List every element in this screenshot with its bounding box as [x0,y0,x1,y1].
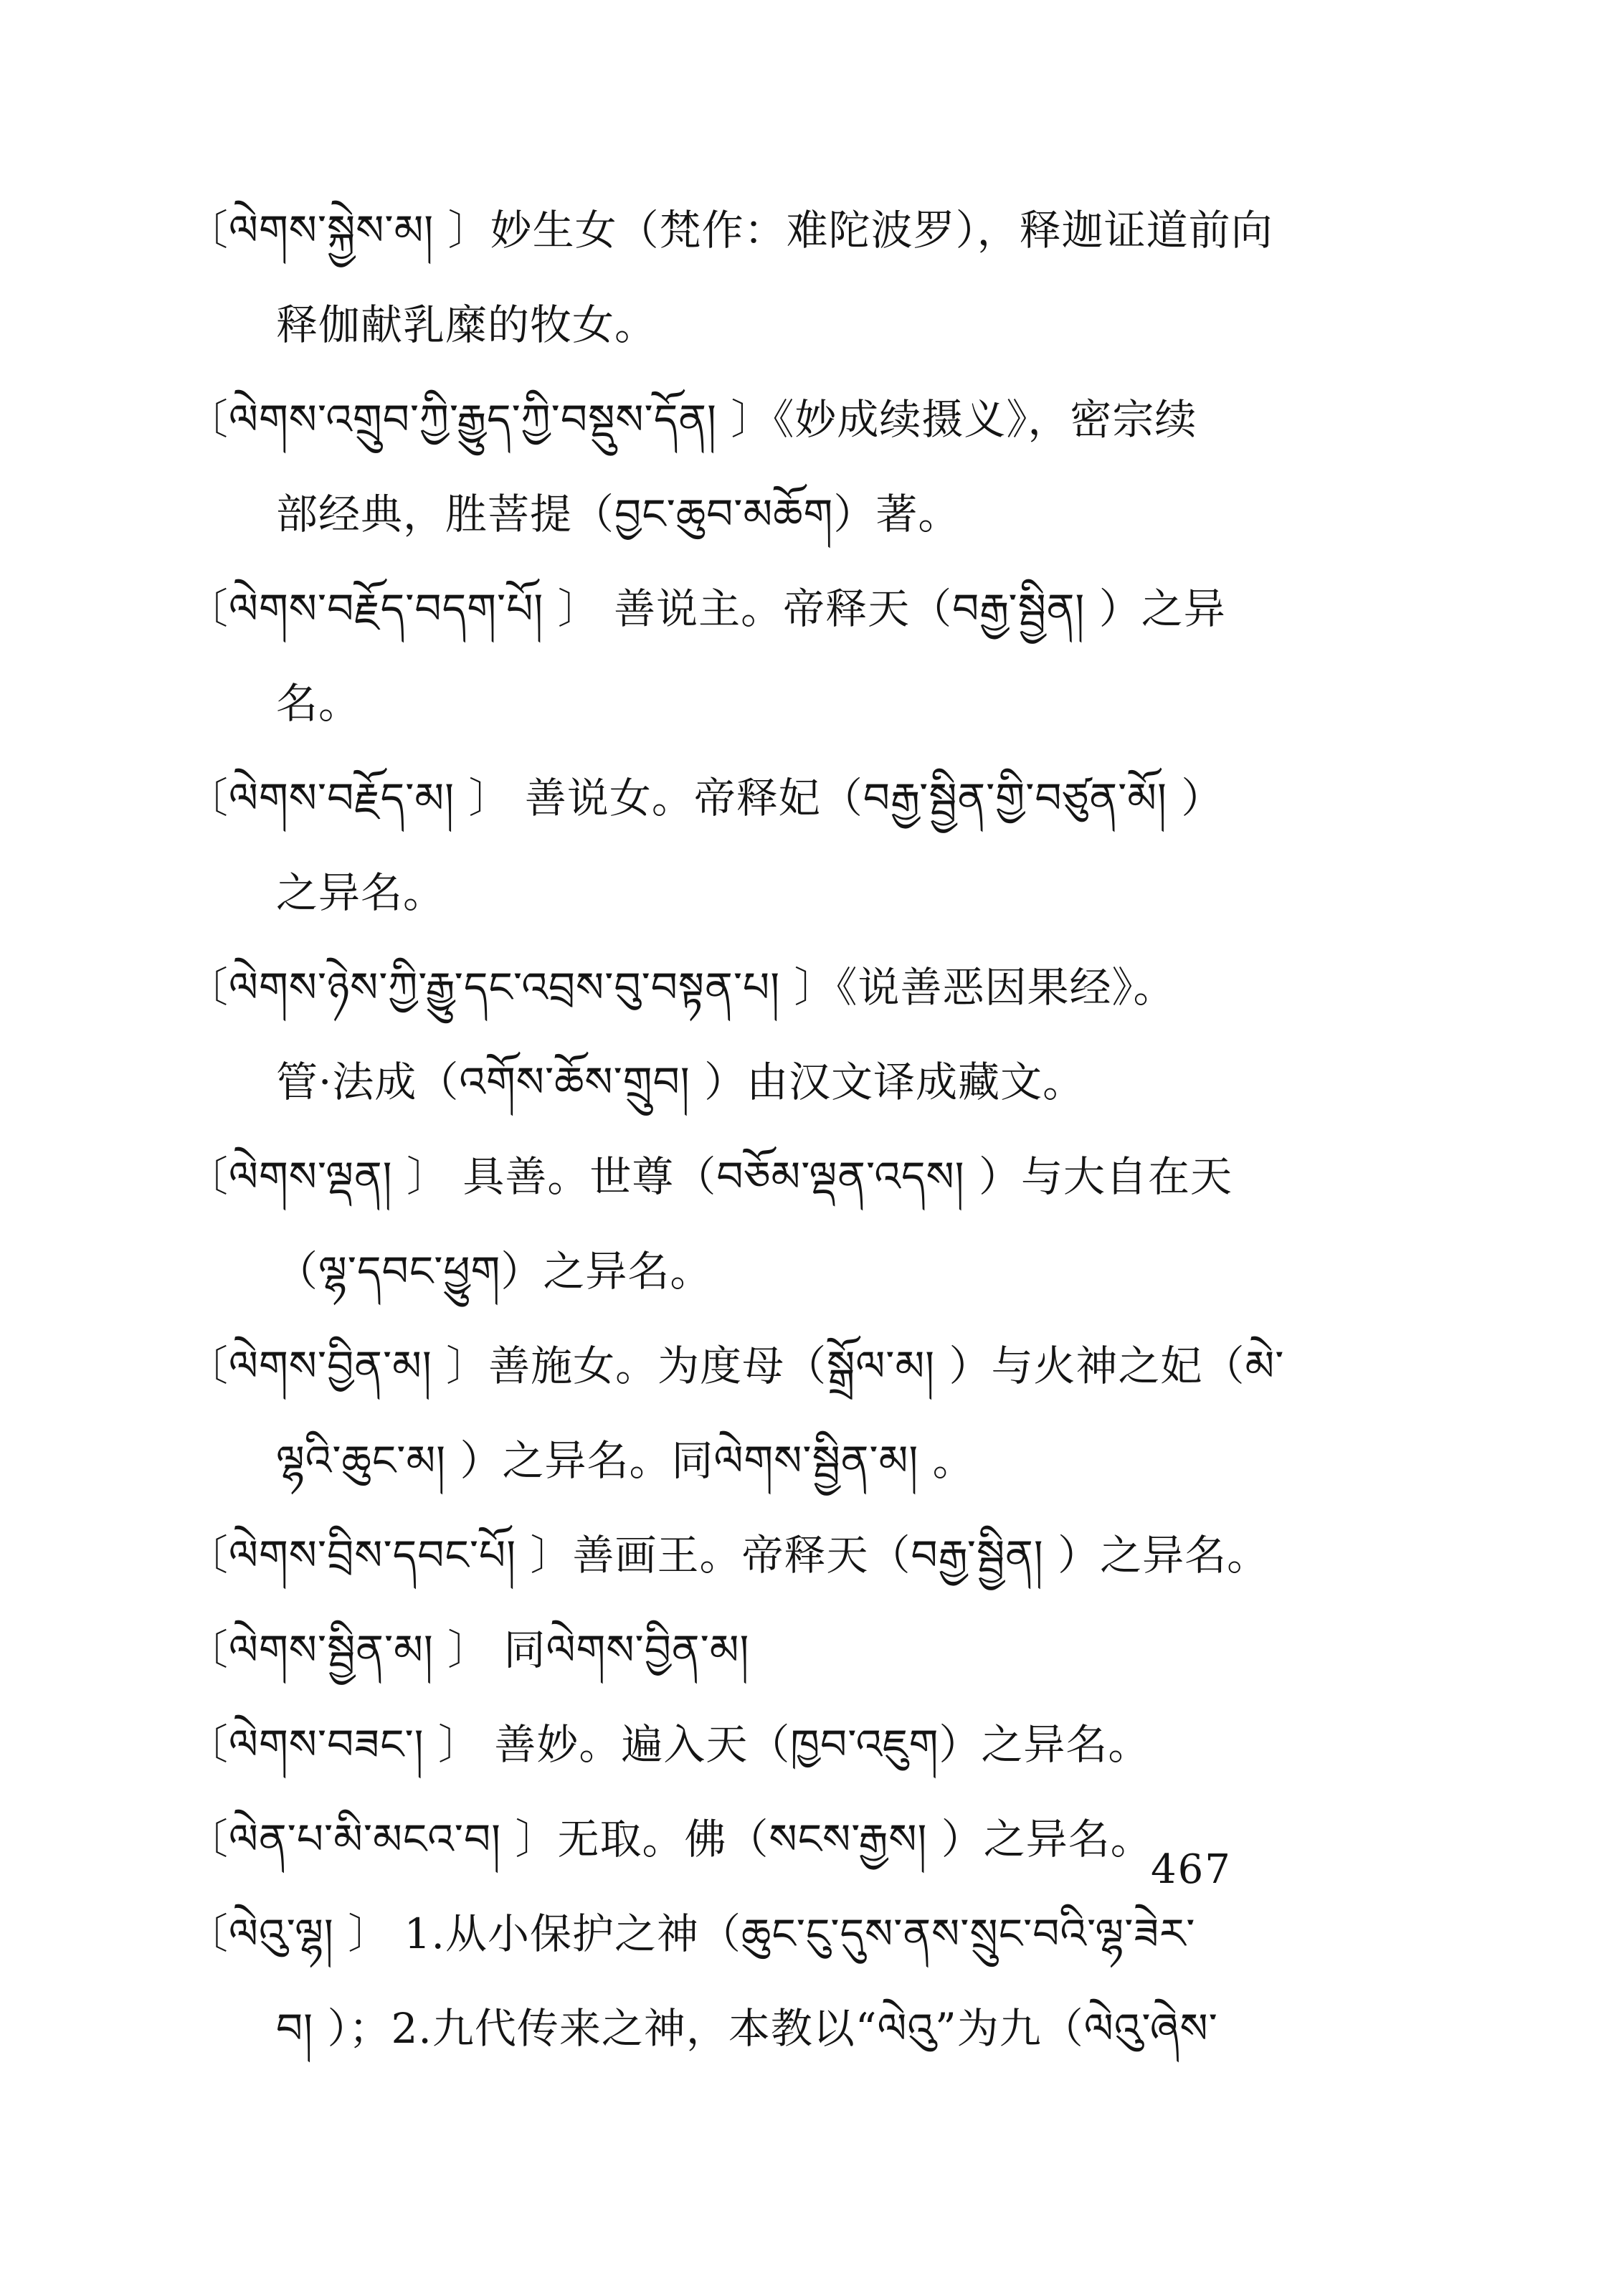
entry-line: 〔ལེགས་བཟང་། 〕 善妙。遍入天（ཁྱབ་འཇུག）之异名。 [186,1720,1151,1769]
entry-line: 〔ལེགས་བརྗོད་བདག་པོ། 〕 善说主。帝释天（བརྒྱ་སྦྱིན། ）之异 [186,584,1226,633]
dictionary-entry [186,183,1276,372]
entry-list [186,183,1285,2076]
entry-line-continued: ལྷའི་ཆུང་མ། ）之异名。同ལེགས་སྦྱིན་མ། 。 [276,1436,975,1485]
entry-line: 〔ལེན་པ་མི་མངའ་བ། 〕无取。佛（སངས་རྒྱས། ）之异名。 [186,1815,1153,1864]
page-number: 467 [1151,1846,1232,1893]
entry-line: 〔ལེགས་བྲིས་དབང་པོ། 〕善画王。帝释天（བརྒྱ་སྦྱིན། ）之异名。 [186,1531,1270,1580]
dictionary-entry [186,940,1276,1129]
entry-line-continued: བ། ）；2.九代传来之神，本教以“ལེའུ”为九（ལེའུ་ཞེས་ [276,2004,1218,2053]
entry-line: 〔ལེགས་ལྡན། 〕 具善。世尊（བཅོམ་ལྡན་འདས། ）与大自在天 [186,1152,1233,1201]
entry-line-continued: 部经典，胜菩提（བྱང་ཆུབ་མཆོག）著。 [276,490,961,538]
dictionary-entry [186,1129,1276,1319]
entry-line: 〔ལེགས་སྦྱིན་མ། 〕 同ལེགས་བྱིན་མ། [186,1625,750,1674]
dictionary-entry [186,1508,1276,1603]
dictionary-entry [186,1697,1276,1792]
entry-line: 〔ལེགས་བརྗོད་མ། 〕 善说女。帝释妃（བརྒྱ་སྦྱིན་གྱི་བཙུན་མོ། ） [186,774,1224,822]
entry-line: 〔ལེགས་ཉེས་ཀྱི་རྒྱུ་དང་འབྲས་བུ་བསྟན་པ། 〕《说善恶因果经》。 [186,963,1176,1012]
entry-line-continued: 名。 [276,679,361,728]
entry-line-continued: 释伽献乳糜的牧女。 [276,300,657,349]
entry-line-continued: 管·法成（འགོས་ཆོས་གྲུབ། ）由汉文译成藏文。 [276,1058,1086,1106]
entry-line: 〔ལེགས་བྱིན་མ། 〕善施女。为度母（སྒྲོལ་མ། ）与火神之妃（མེ་ [186,1342,1285,1390]
dictionary-entry [186,751,1276,940]
entry-line-continued: （ལྷ་དབང་ཕྱུག）之异名。 [276,1247,713,1296]
entry-line: 〔ལེགས་འགྲུབ་ཀྱི་རྒྱུད་ཀྱི་བསྡུས་དོན། 〕《妙成续摄义》，密宗续 [186,395,1197,444]
entry-line: 〔ལེའུ་ལྷ། 〕 1.从小保护之神（ཆུང་ངུ་དུས་ནས་སྲུང་བའི་ལྷ་ཟེར་ [186,1909,1196,1958]
entry-line: 〔ལེགས་སྐྱེས་མ། 〕妙生女（梵作：难陀波罗），释迦证道前向 [186,206,1273,255]
dictionary-entry [186,1603,1276,1697]
entry-line-continued: 之异名。 [276,868,446,917]
dictionary-entry [186,372,1276,561]
dictionary-entry [186,1886,1276,2076]
dictionary-entry [186,1792,1276,1886]
dictionary-entry [186,1319,1285,1508]
dictionary-entry [186,561,1276,751]
